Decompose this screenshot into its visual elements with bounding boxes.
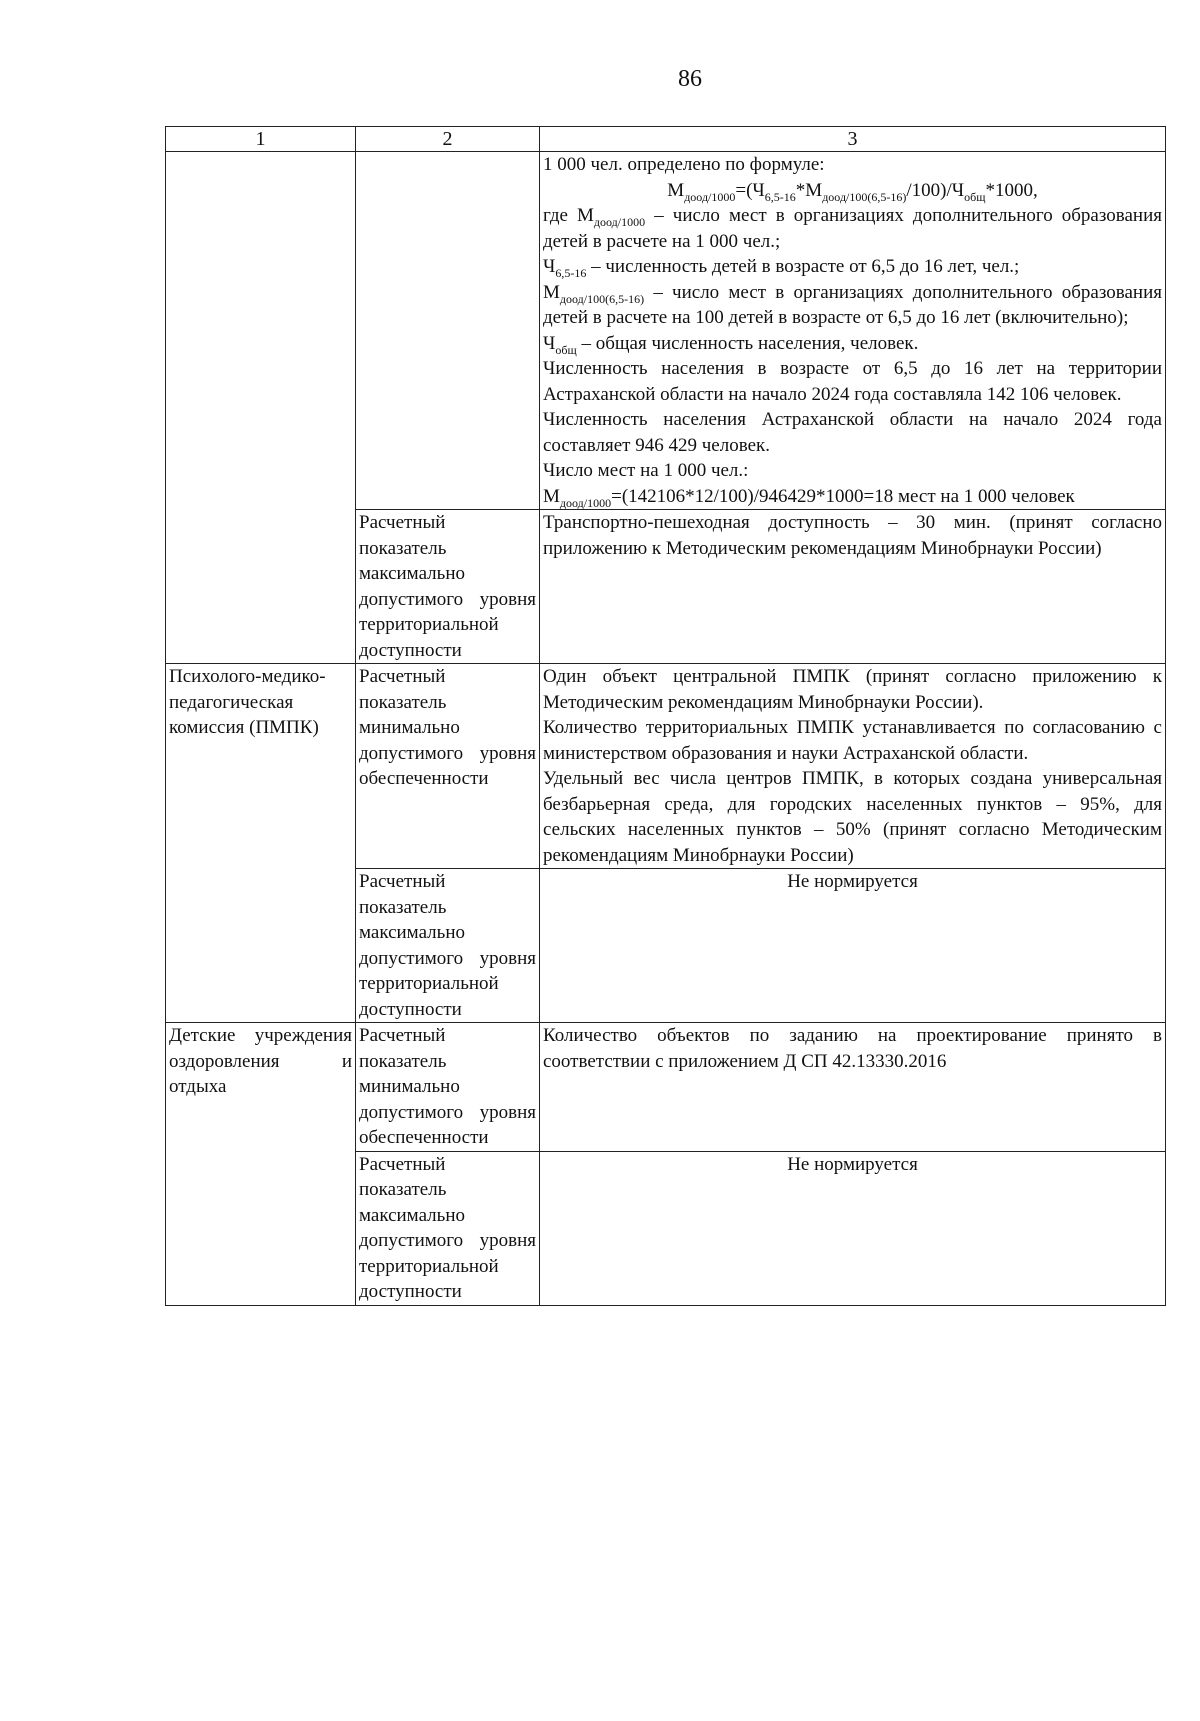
formula-places-100: $М_{доод/100(6,5-16)}$ – число мест в организациях дополнительного образования детей в расчете на 100 детей в возрасте от 6,5 до 16 лет (включительно); — [543, 281, 1162, 328]
indicator-name: Расчетный показатель максимально допустимого уровня территориальной доступности — [356, 1151, 540, 1305]
population-total-text: Численность населения Астраханской области на начало 2024 года составляет 946 429 человек. — [543, 409, 1162, 456]
population-children-text: Численность населения в возрасте от 6,5 до 16 лет на территории Астраханской области на начало 2024 года составляла 142 106 человек. — [543, 358, 1162, 405]
table-row — [166, 152, 1166, 510]
pmpk-central-text: Один объект центральной ПМПК (принят согласно приложению к Методическим рекомендациям Минобрнауки России). — [543, 666, 1162, 713]
standards-table — [165, 126, 1166, 1306]
places-label: Число мест на 1 000 чел.: — [543, 460, 749, 481]
table-row — [166, 1023, 1166, 1152]
formula-population: $Ч_{общ}$ – общая численность населения, человек. — [543, 332, 919, 357]
indicator-name: Расчетный показатель минимально допустимого уровня обеспеченности — [356, 1023, 540, 1152]
cell-empty — [356, 152, 540, 510]
header-col-2: 2 — [356, 127, 540, 152]
header-col-1: 1 — [166, 127, 356, 152]
cell-empty — [166, 152, 356, 510]
table-row — [166, 1151, 1166, 1305]
page-number: 86 — [678, 66, 702, 92]
pmpk-barrier-free-text: Удельный вес числа центров ПМПК, в которых создана универсальная безбарьерная среда, для городских населенных пунктов – 95%, для сельских населенных пунктов – 50% (принят согласно Методическим рекомендациям Минобрнауки России) — [543, 768, 1162, 866]
formula-intro: 1 000 чел. определено по формуле: — [543, 154, 825, 175]
pmpk-territorial-text: Количество территориальных ПМПК устанавливается по согласованию с министерством образования и науки Астраханской области. — [543, 717, 1162, 764]
indicator-value — [540, 664, 1166, 869]
object-name: Психолого-медико-педагогическая комиссия (ПМПК) — [166, 664, 356, 869]
table-row — [166, 510, 1166, 664]
object-name: Детские учреждения оздоровления и отдыха — [166, 1023, 356, 1152]
header-col-3: 3 — [540, 127, 1166, 152]
table-row — [166, 869, 1166, 1023]
formula-children: $Ч_{6,5-16}$ – численность детей в возрасте от 6,5 до 16 лет, чел.; — [543, 256, 1020, 280]
cell-empty — [166, 510, 356, 664]
formula-where: где $М_{доод/1000}$ – число мест в организациях дополнительного образования детей в расчете на 1 000 чел.; — [543, 205, 1162, 252]
indicator-value: Не нормируется — [540, 1151, 1166, 1305]
cell-empty — [166, 869, 356, 1023]
table-header-row — [166, 127, 1166, 152]
indicator-value: Не нормируется — [540, 869, 1166, 1023]
indicator-name: Расчетный показатель максимально допустимого уровня территориальной доступности — [356, 510, 540, 664]
indicator-value: Транспортно-пешеходная доступность – 30 мин. (принят согласно приложению к Методическим рекомендациям Минобрнауки России) — [540, 510, 1166, 664]
formula-cell — [540, 152, 1166, 510]
table-row — [166, 664, 1166, 869]
places-calculation: $М_{доод/1000}=(142106*12/100)/946429*1000=18$ мест на 1 000 человек — [543, 485, 1075, 510]
formula: $М_{доод/1000}=(Ч_{6,5-16}*М_{доод/100(6,5-16)}/100)/Ч_{общ}*1000$, — [667, 179, 1038, 204]
indicator-name: Расчетный показатель максимально допустимого уровня территориальной доступности — [356, 869, 540, 1023]
indicator-value: Количество объектов по заданию на проектирование принято в соответствии с приложением Д СП 42.13330.2016 — [540, 1023, 1166, 1152]
indicator-name: Расчетный показатель минимально допустимого уровня обеспеченности — [356, 664, 540, 869]
cell-empty — [166, 1151, 356, 1305]
